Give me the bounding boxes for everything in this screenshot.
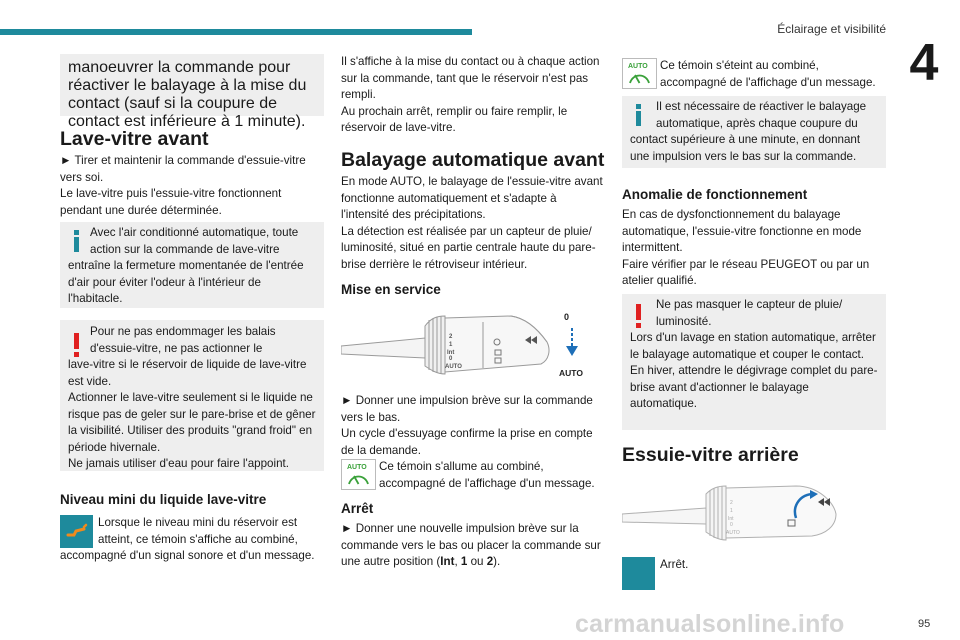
stalk-label-auto: AUTO <box>559 368 583 378</box>
svg-text:2: 2 <box>730 500 733 506</box>
info-box-reactivate <box>622 96 886 168</box>
anomalie-text: En cas de dysfonctionnement du balayage automatique, l'essuie-vitre fonctionne en mode intermittent. <box>622 208 862 254</box>
auto-text-line: accompagné de l'affichage d'un message. <box>379 476 595 490</box>
heading-anomalie: Anomalie de fonctionnement <box>622 187 808 202</box>
warning-text-line: d'essuie-vitre, ne pas actionner le <box>90 341 263 355</box>
info-text-line: automatique, après chaque coupure du <box>656 116 858 130</box>
svg-text:1: 1 <box>449 342 453 348</box>
niveau-text-line: atteint, ce témoin s'affiche au combiné, <box>98 532 298 546</box>
auto-wiper-indicator-tile <box>622 58 657 89</box>
auto-wiper-icon <box>342 460 375 489</box>
svg-text:AUTO: AUTO <box>347 464 367 471</box>
heading-balayage-auto: Balayage automatique avant <box>341 149 605 171</box>
rear-wiper-stalk-illustration <box>622 478 852 548</box>
lave-step: ► Tirer et maintenir la commande d'essuie-vitre vers soi. <box>60 154 306 184</box>
washer-fluid-warning-tile <box>60 515 93 548</box>
warning-box-wipers <box>60 320 324 471</box>
svg-text:1: 1 <box>730 508 733 514</box>
info-text: contact supérieure à une minute, en donnant une impulsion vers le bas sur la commande. <box>630 133 861 163</box>
arret-text: ► Donner une nouvelle impulsion brève sur la commande vers le bas ou placer la commande sur une autre position (Int, 1 ou 2). <box>341 522 601 568</box>
wiper-stalk-illustration <box>341 308 591 383</box>
warning-text: Actionner le lave-vitre seulement si le liquide ne risque pas de geler sur le pare-brise et de gêner la visibilité. Utiliser des produits "grand froid" en période hivernale. <box>68 391 316 454</box>
washer-fluid-icon <box>60 515 93 548</box>
info-icon <box>636 104 642 126</box>
header-accent-bar <box>0 29 472 35</box>
warning-icon <box>636 304 642 328</box>
info-text-line: action sur la commande de lave-vitre <box>90 242 280 256</box>
warning-text-line: Ne pas masquer le capteur de pluie/ <box>656 298 843 311</box>
warning-icon <box>74 333 80 357</box>
balayage-text: La détection est réalisée par un capteur de pluie/ luminosité, situé en partie centrale haute du pare-brise derrière le rétroviseur intérieur. <box>341 224 596 271</box>
reservoir-text: Il s'affiche à la mise du contact ou à chaque action sur la commande, tant que le réservoir n'est pas rempli. <box>341 55 600 101</box>
arrow-down-icon <box>566 346 578 356</box>
warning-text: lave-vitre si le réservoir de liquide de lave-vitre est vide. <box>68 358 307 388</box>
auto-off-text-line: accompagné de l'affichage d'un message. <box>660 75 876 89</box>
niveau-text: accompagné d'un signal sonore et d'un message. <box>60 549 315 562</box>
svg-text:0: 0 <box>730 522 733 528</box>
auto-off-text-line: Ce témoin s'éteint au combiné, <box>660 59 819 72</box>
warning-text: En hiver, attendre le dégivrage complet du pare-brise avant d'actionner le balayage automatique. <box>630 364 878 410</box>
section-title: Éclairage et visibilité <box>777 22 886 36</box>
note-box-top <box>60 54 324 130</box>
mise-step: ► Donner une impulsion brève sur la commande vers le bas. <box>341 394 593 424</box>
arret-label: Arrêt. <box>660 558 689 571</box>
niveau-text-line: Lorsque le niveau mini du réservoir est <box>98 516 298 529</box>
warning-text: Ne jamais utiliser d'eau pour faire l'appoint. <box>68 457 289 470</box>
page-number: 95 <box>918 618 931 630</box>
warning-text-line: Pour ne pas endommager les balais <box>90 325 276 338</box>
svg-text:0: 0 <box>449 356 453 362</box>
lave-desc: Le lave-vitre puis l'essuie-vitre fonctionnent pendant une durée déterminée. <box>60 187 282 217</box>
auto-wiper-icon <box>623 59 656 88</box>
info-text-line: Avec l'air conditionné automatique, toute <box>90 226 299 239</box>
svg-text:2: 2 <box>449 334 453 340</box>
heading-niveau-mini: Niveau mini du liquide lave-vitre <box>60 492 267 507</box>
warning-text-line: luminosité. <box>656 314 712 328</box>
balayage-text: En mode AUTO, le balayage de l'essuie-vitre avant fonctionne automatiquement et s'adapte à l'intensité des précipitations. <box>341 175 603 221</box>
svg-text:Int: Int <box>447 350 455 356</box>
svg-text:Int: Int <box>728 516 734 522</box>
heading-arret: Arrêt <box>341 501 374 516</box>
warning-box-sensor <box>622 294 886 430</box>
rear-wiper-off-tile <box>622 557 655 590</box>
heading-essuie-arriere: Essuie-vitre arrière <box>622 444 799 466</box>
info-text-line: Il est nécessaire de réactiver le balayage <box>656 100 867 113</box>
heading-lave-vitre: Lave-vitre avant <box>60 128 209 150</box>
auto-wiper-indicator-tile <box>341 459 376 490</box>
info-box-aircon <box>60 222 324 308</box>
svg-text:AUTO: AUTO <box>726 530 740 536</box>
info-icon <box>74 230 80 252</box>
svg-text:AUTO: AUTO <box>445 364 462 370</box>
stalk-label-zero: 0 <box>564 312 570 322</box>
auto-text-line: Ce témoin s'allume au combiné, <box>379 460 544 473</box>
note-text: manoeuvrer la commande pour réactiver le balayage à la mise du contact (sauf si la coupure de contact est inférieure à 1 minute). <box>68 59 307 130</box>
heading-mise-en-service: Mise en service <box>341 282 441 297</box>
mise-text: Un cycle d'essuyage confirme la prise en compte de la demande. <box>341 427 593 457</box>
anomalie-text: Faire vérifier par le réseau PEUGEOT ou par un atelier qualifié. <box>622 257 870 287</box>
chapter-number: 4 <box>909 34 939 92</box>
reservoir-text: Au prochain arrêt, remplir ou faire remplir, le réservoir de lave-vitre. <box>341 104 568 134</box>
info-text: entraîne la fermeture momentanée de l'entrée d'air pour éviter l'odeur à l'intérieur de l'habitacle. <box>68 259 304 305</box>
warning-text: Lors d'un lavage en station automatique, arrêter le balayage automatique et couper le contact. <box>630 331 876 361</box>
watermark: carmanualsonline.info <box>575 610 845 638</box>
svg-text:AUTO: AUTO <box>628 63 648 70</box>
